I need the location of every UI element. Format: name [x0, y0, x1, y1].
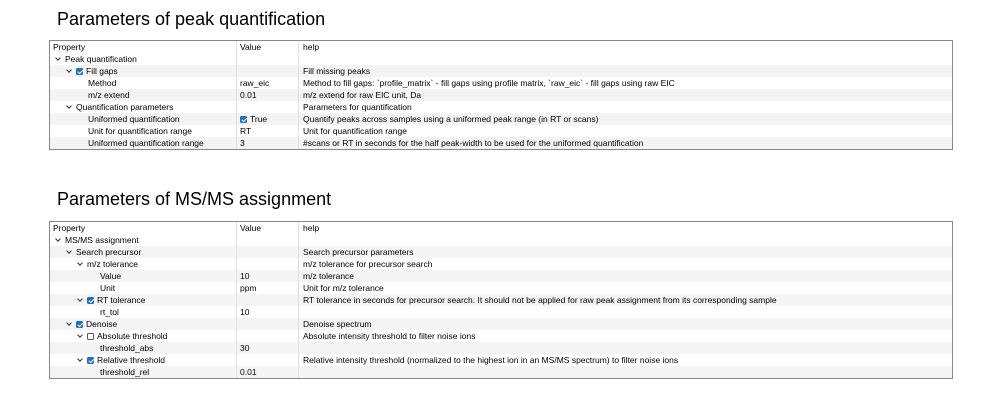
column-header-value[interactable]: Value	[236, 41, 298, 53]
property-label: Method	[88, 78, 117, 88]
help-cell: Fill missing peaks	[298, 65, 952, 77]
property-cell	[50, 270, 236, 282]
value-cell[interactable]: 10	[236, 306, 298, 318]
tree-row-rt-tol[interactable]	[50, 306, 952, 318]
property-label: RT tolerance	[97, 295, 146, 305]
column-header-help[interactable]: help	[298, 41, 952, 53]
column-header-property[interactable]	[50, 41, 236, 53]
msms-assignment-tree[interactable]	[49, 221, 953, 379]
value-cell[interactable]	[236, 65, 298, 77]
chevron-down-icon[interactable]	[66, 104, 72, 110]
property-label: Uniformed quantification	[88, 114, 180, 124]
property-label: Search precursor	[76, 247, 142, 257]
value-cell[interactable]: 0.01	[236, 366, 298, 378]
property-label: Unit	[100, 283, 116, 293]
property-cell	[50, 246, 236, 258]
help-cell: m/z tolerance for precursor search	[298, 258, 952, 270]
chevron-down-icon[interactable]	[55, 237, 61, 243]
column-header-label: Property	[53, 223, 86, 233]
value-cell[interactable]	[236, 234, 298, 246]
help-cell: m/z extend for raw EIC unit, Da	[298, 89, 952, 101]
tree-row-uniformed-quantification[interactable]	[50, 113, 952, 125]
help-cell: Relative intensity threshold (normalized to the highest ion in an MS/MS spectrum) to filter noise ions	[298, 354, 952, 366]
tree-header	[50, 222, 952, 234]
value-cell[interactable]: 10	[236, 270, 298, 282]
tree-row-fill-gaps[interactable]	[50, 65, 952, 77]
tree-row-unit[interactable]	[50, 282, 952, 294]
property-label: Relative threshold	[97, 355, 166, 365]
value-cell[interactable]	[236, 318, 298, 330]
checkbox-unchecked-icon[interactable]	[87, 333, 94, 340]
value-cell[interactable]	[236, 354, 298, 366]
property-label: MS/MS assignment	[65, 235, 139, 245]
property-label: m/z tolerance	[87, 259, 139, 269]
help-cell	[298, 366, 952, 378]
property-label: threshold_abs	[100, 343, 154, 353]
property-label: Fill gaps	[86, 66, 118, 76]
help-cell: m/z tolerance	[298, 270, 952, 282]
help-cell: Unit for m/z tolerance	[298, 282, 952, 294]
property-label: Absolute threshold	[97, 331, 168, 341]
property-label: Denoise	[86, 319, 118, 329]
tree-row-unit-for-quantification-range[interactable]	[50, 125, 952, 137]
tree-row-relative-threshold[interactable]	[50, 354, 952, 366]
property-label: Value	[100, 271, 122, 281]
chevron-down-icon[interactable]	[55, 56, 61, 62]
column-header-value[interactable]: Value	[236, 222, 298, 234]
value-cell[interactable]	[236, 53, 298, 65]
value-cell[interactable]: ppm	[236, 282, 298, 294]
property-cell	[50, 258, 236, 270]
value-cell[interactable]: 0.01	[236, 89, 298, 101]
checkbox-checked-icon[interactable]	[87, 357, 94, 364]
value-cell[interactable]: 30	[236, 342, 298, 354]
help-cell	[298, 234, 952, 246]
property-cell	[50, 366, 236, 378]
property-cell	[50, 354, 236, 366]
value-cell[interactable]	[236, 113, 298, 125]
property-cell	[50, 282, 236, 294]
chevron-down-icon[interactable]	[66, 249, 72, 255]
peak-quantification-tree[interactable]	[49, 40, 953, 150]
property-label: Quantification parameters	[76, 102, 174, 112]
checkbox-checked-icon[interactable]	[240, 116, 247, 123]
help-cell: Absolute intensity threshold to filter noise ions	[298, 330, 952, 342]
property-cell	[50, 294, 236, 306]
property-cell	[50, 65, 236, 77]
value-cell[interactable]	[236, 294, 298, 306]
chevron-down-icon[interactable]	[66, 321, 72, 327]
checkbox-checked-icon[interactable]	[76, 321, 83, 328]
checkbox-checked-icon[interactable]	[76, 68, 83, 75]
tree-row-value[interactable]	[50, 270, 952, 282]
value-cell[interactable]: 3	[236, 137, 298, 149]
help-cell	[298, 53, 952, 65]
column-header-help[interactable]: help	[298, 222, 952, 234]
property-cell	[50, 53, 236, 65]
property-cell	[50, 330, 236, 342]
property-cell	[50, 306, 236, 318]
tree-row-rt-tolerance[interactable]	[50, 294, 952, 306]
help-cell	[298, 306, 952, 318]
property-label: Uniformed quantification range	[88, 138, 204, 148]
help-cell	[298, 342, 952, 354]
property-cell	[50, 125, 236, 137]
property-cell	[50, 234, 236, 246]
value-cell[interactable]	[236, 258, 298, 270]
help-cell: Search precursor parameters	[298, 246, 952, 258]
tree-header	[50, 41, 952, 53]
help-cell: #scans or RT in seconds for the half peak-width to be used for the uniformed quantification	[298, 137, 952, 149]
tree-row-mz-tolerance[interactable]	[50, 258, 952, 270]
chevron-down-icon[interactable]	[66, 68, 72, 74]
tree-row-msms-assignment[interactable]	[50, 234, 952, 246]
tree-row-search-precursor[interactable]	[50, 246, 952, 258]
help-cell: Quantify peaks across samples using a uniformed peak range (in RT or scans)	[298, 113, 952, 125]
tree-row-threshold-abs[interactable]	[50, 342, 952, 354]
column-header-property[interactable]	[50, 222, 236, 234]
section-title-peak-quantification: Parameters of peak quantification	[57, 9, 326, 29]
value-text: True	[250, 114, 268, 124]
help-cell: RT tolerance in seconds for precursor search. It should not be applied for raw peak assignment from its corresponding sample	[298, 294, 952, 306]
checkbox-checked-icon[interactable]	[87, 297, 94, 304]
value-cell[interactable]	[236, 246, 298, 258]
chevron-down-icon[interactable]	[77, 297, 83, 303]
column-header-label: Property	[53, 42, 86, 52]
tree-row-uniformed-quantification-range[interactable]	[50, 137, 952, 149]
help-cell: Unit for quantification range	[298, 125, 952, 137]
tree-row-peak-quantification[interactable]	[50, 53, 952, 65]
property-cell	[50, 101, 236, 113]
property-cell	[50, 89, 236, 101]
value-cell[interactable]	[236, 101, 298, 113]
property-label: Peak quantification	[65, 54, 137, 64]
property-label: Unit for quantification range	[88, 126, 192, 136]
property-label: threshold_rel	[100, 367, 150, 377]
property-cell	[50, 77, 236, 89]
tree-row-quantification-parameters[interactable]	[50, 101, 952, 113]
chevron-down-icon[interactable]	[77, 333, 83, 339]
property-cell	[50, 318, 236, 330]
property-label: rt_tol	[100, 307, 119, 317]
value-cell[interactable]: RT	[236, 125, 298, 137]
chevron-down-icon[interactable]	[77, 357, 83, 363]
property-cell	[50, 113, 236, 125]
help-cell: Method to fill gaps: `profile_matrix` - fill gaps using profile matrix, `raw_eic` - fill gaps using raw EIC	[298, 77, 952, 89]
chevron-down-icon[interactable]	[77, 261, 83, 267]
tree-row-denoise[interactable]	[50, 318, 952, 330]
tree-row-threshold-rel[interactable]	[50, 366, 952, 378]
help-cell: Denoise spectrum	[298, 318, 952, 330]
property-label: m/z extend	[88, 90, 130, 100]
tree-row-mz-extend[interactable]	[50, 89, 952, 101]
help-cell: Parameters for quantification	[298, 101, 952, 113]
tree-row-method[interactable]	[50, 77, 952, 89]
property-cell	[50, 137, 236, 149]
value-cell[interactable]: raw_eic	[236, 77, 298, 89]
value-cell[interactable]	[236, 330, 298, 342]
tree-row-absolute-threshold[interactable]	[50, 330, 952, 342]
property-cell	[50, 342, 236, 354]
section-title-msms-assignment: Parameters of MS/MS assignment	[57, 189, 332, 209]
